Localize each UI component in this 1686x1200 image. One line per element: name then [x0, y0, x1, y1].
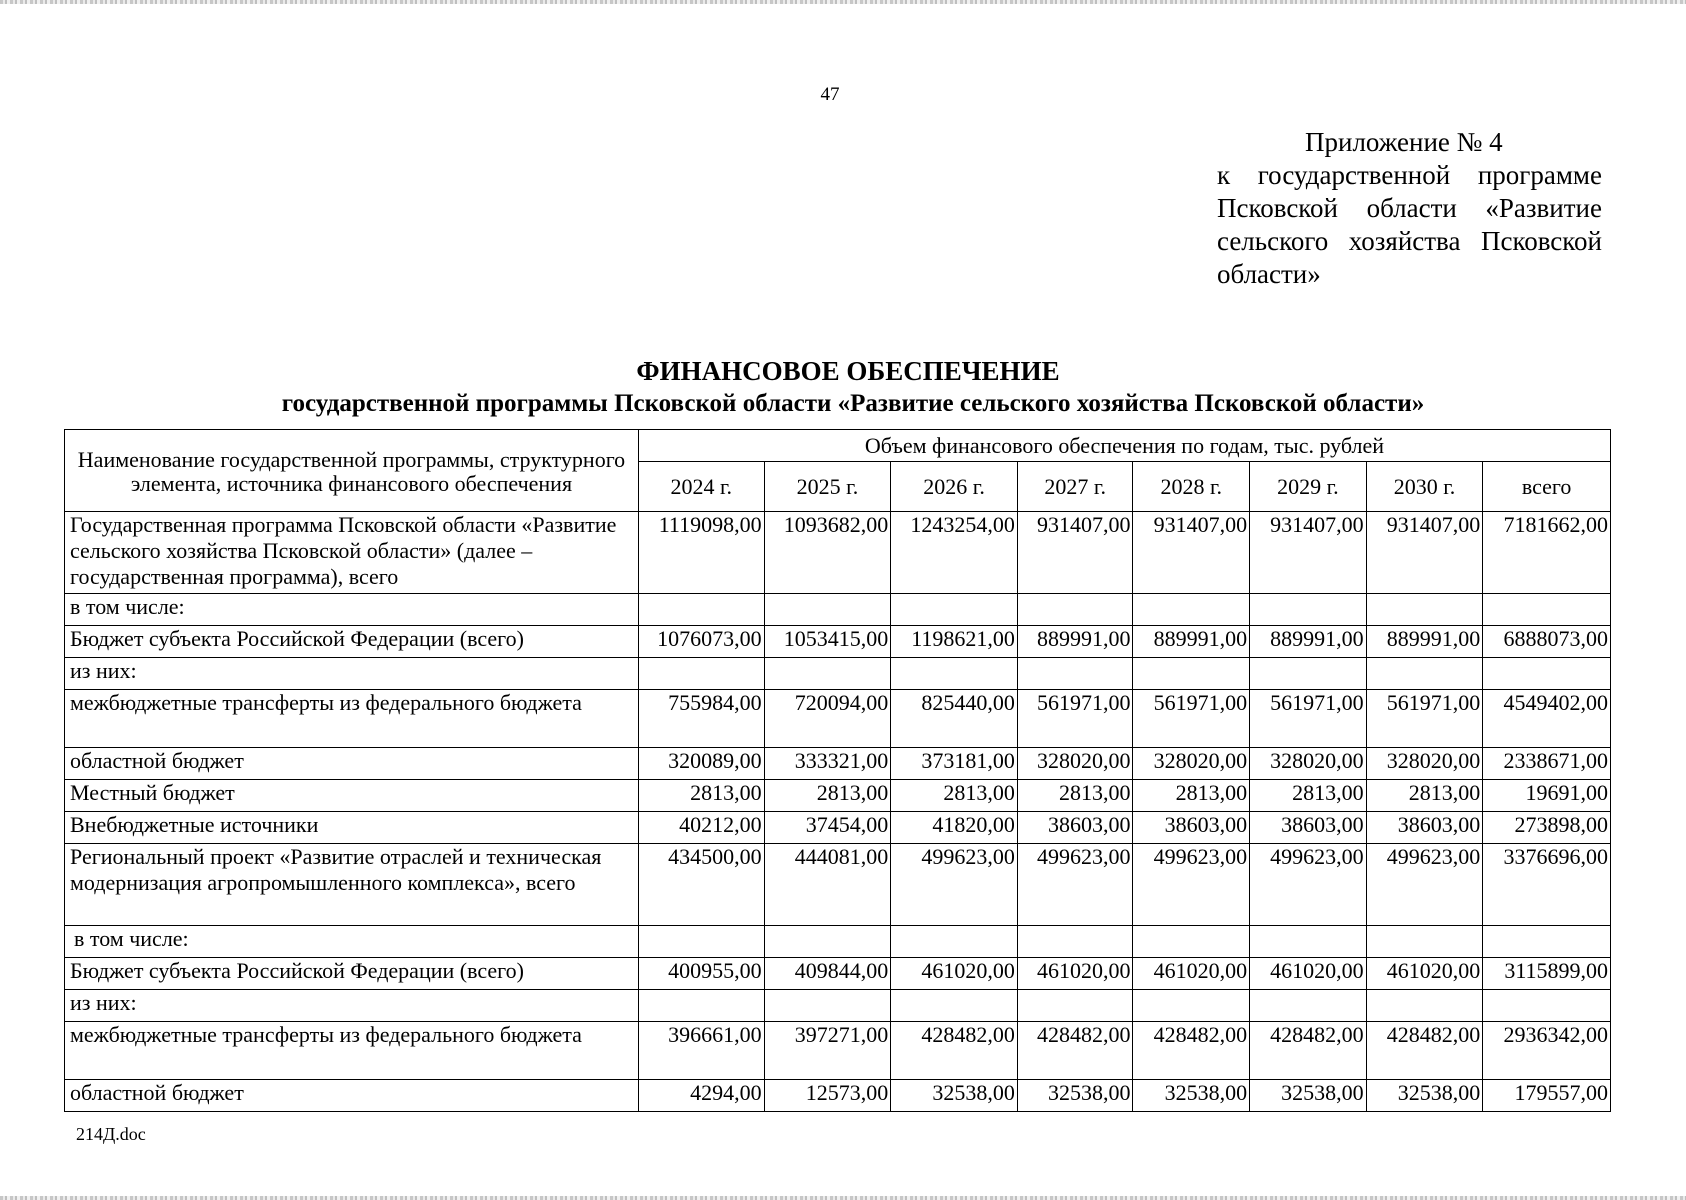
cell-value: 4294,00: [638, 1080, 764, 1112]
cell-value: 38603,00: [1017, 812, 1133, 844]
cell-value: 2813,00: [638, 780, 764, 812]
table-row: [65, 594, 1611, 626]
cell-value: [891, 658, 1018, 690]
cell-value: 561971,00: [1366, 690, 1483, 748]
cell-value: 38603,00: [1366, 812, 1483, 844]
row-label: Бюджет субъекта Российской Федерации (всего): [65, 626, 639, 658]
cell-value: 428482,00: [1133, 1022, 1250, 1080]
table-row: [65, 512, 1611, 594]
table-row: [65, 958, 1611, 990]
row-label: Внебюджетные источники: [65, 812, 639, 844]
row-label: межбюджетные трансферты из федерального бюджета: [65, 690, 639, 748]
column-header-name: Наименование государственной программы, структурного элемента, источника финансового обеспечения: [65, 430, 639, 512]
cell-value: 1198621,00: [891, 626, 1018, 658]
row-label: Местный бюджет: [65, 780, 639, 812]
cell-value: 499623,00: [1366, 844, 1483, 926]
cell-value: 2813,00: [891, 780, 1018, 812]
cell-value: 400955,00: [638, 958, 764, 990]
cell-value: 889991,00: [1017, 626, 1133, 658]
cell-value: 328020,00: [1366, 748, 1483, 780]
cell-value: [1366, 594, 1483, 626]
cell-value: 38603,00: [1250, 812, 1367, 844]
cell-value: [638, 926, 764, 958]
cell-value: 32538,00: [1017, 1080, 1133, 1112]
footer-filename: 214Д.doc: [76, 1124, 146, 1144]
column-header-year: 2029 г.: [1250, 462, 1367, 512]
cell-value: 328020,00: [1250, 748, 1367, 780]
cell-value: [638, 990, 764, 1022]
cell-value: [764, 926, 891, 958]
cell-value: [1250, 658, 1367, 690]
cell-value: 32538,00: [1366, 1080, 1483, 1112]
row-label: Региональный проект «Развитие отраслей и техническая модернизация агропромышленного комплекса», всего: [65, 844, 639, 926]
cell-total: 273898,00: [1483, 812, 1611, 844]
financing-table: [64, 429, 1611, 1112]
column-header-year: 2028 г.: [1133, 462, 1250, 512]
document-subtitle: государственной программы Псковской области «Развитие сельского хозяйства Псковской области»: [281, 390, 1425, 417]
cell-value: [1250, 926, 1367, 958]
table-row: [65, 990, 1611, 1022]
cell-value: 461020,00: [1133, 958, 1250, 990]
cell-total: [1483, 658, 1611, 690]
cell-value: 1119098,00: [638, 512, 764, 594]
row-label: из них:: [65, 990, 639, 1022]
cell-value: [764, 990, 891, 1022]
cell-value: 12573,00: [764, 1080, 891, 1112]
cell-total: 4549402,00: [1483, 690, 1611, 748]
cell-value: 1076073,00: [638, 626, 764, 658]
table-row: [65, 1080, 1611, 1112]
cell-value: [1366, 990, 1483, 1022]
cell-value: 444081,00: [764, 844, 891, 926]
cell-value: [764, 594, 891, 626]
row-label: из них:: [65, 658, 639, 690]
column-header-year: 2026 г.: [891, 462, 1018, 512]
cell-value: [1366, 926, 1483, 958]
row-label: в том числе:: [65, 594, 639, 626]
cell-total: 7181662,00: [1483, 512, 1611, 594]
cell-value: 409844,00: [764, 958, 891, 990]
cell-value: 825440,00: [891, 690, 1018, 748]
cell-value: 1093682,00: [764, 512, 891, 594]
cell-total: [1483, 990, 1611, 1022]
document-title: ФИНАНСОВОЕ ОБЕСПЕЧЕНИЕ: [636, 356, 1060, 386]
table-row: [65, 812, 1611, 844]
cell-value: 373181,00: [891, 748, 1018, 780]
cell-value: 931407,00: [1250, 512, 1367, 594]
cell-value: 461020,00: [891, 958, 1018, 990]
cell-value: 2813,00: [1133, 780, 1250, 812]
cell-value: [1366, 658, 1483, 690]
cell-value: 561971,00: [1250, 690, 1367, 748]
cell-value: 397271,00: [764, 1022, 891, 1080]
table-row: [65, 658, 1611, 690]
cell-value: 32538,00: [891, 1080, 1018, 1112]
cell-value: 428482,00: [1017, 1022, 1133, 1080]
table-row: [65, 690, 1611, 748]
row-label: областной бюджет: [65, 1080, 639, 1112]
cell-value: 889991,00: [1133, 626, 1250, 658]
cell-value: 889991,00: [1366, 626, 1483, 658]
cell-value: 2813,00: [1017, 780, 1133, 812]
cell-value: 428482,00: [1250, 1022, 1367, 1080]
column-header-year: 2030 г.: [1366, 462, 1483, 512]
cell-value: 499623,00: [1250, 844, 1367, 926]
appendix-line: области»: [1217, 259, 1321, 289]
cell-value: 38603,00: [1133, 812, 1250, 844]
cell-total: [1483, 594, 1611, 626]
cell-value: [1017, 990, 1133, 1022]
cell-total: 3115899,00: [1483, 958, 1611, 990]
table-row: [65, 1022, 1611, 1080]
column-header-year: 2025 г.: [764, 462, 891, 512]
cell-value: 499623,00: [891, 844, 1018, 926]
cell-value: 2813,00: [1366, 780, 1483, 812]
cell-value: [891, 990, 1018, 1022]
scan-edge-top: [0, 0, 1686, 4]
appendix-block: [1217, 126, 1602, 291]
cell-total: 179557,00: [1483, 1080, 1611, 1112]
table-body: [65, 512, 1611, 1112]
cell-value: 461020,00: [1017, 958, 1133, 990]
cell-value: [1133, 658, 1250, 690]
cell-value: 434500,00: [638, 844, 764, 926]
cell-value: [1017, 594, 1133, 626]
cell-value: [1017, 926, 1133, 958]
cell-value: [638, 658, 764, 690]
table-row: [65, 626, 1611, 658]
column-header-year: 2024 г.: [638, 462, 764, 512]
cell-value: 32538,00: [1133, 1080, 1250, 1112]
page-number: 47: [820, 84, 840, 105]
cell-total: 6888073,00: [1483, 626, 1611, 658]
cell-value: [891, 926, 1018, 958]
cell-value: [1017, 658, 1133, 690]
appendix-line: к государственной программе: [1217, 160, 1602, 190]
cell-value: [891, 594, 1018, 626]
appendix-line: сельского хозяйства Псковской: [1217, 226, 1602, 256]
header-row-group: [65, 430, 1611, 462]
cell-value: 2813,00: [1250, 780, 1367, 812]
cell-value: 328020,00: [1017, 748, 1133, 780]
column-header-year: 2027 г.: [1017, 462, 1133, 512]
cell-value: 2813,00: [764, 780, 891, 812]
row-label: межбюджетные трансферты из федерального бюджета: [65, 1022, 639, 1080]
cell-value: 41820,00: [891, 812, 1018, 844]
cell-value: [1250, 990, 1367, 1022]
cell-value: 561971,00: [1017, 690, 1133, 748]
row-label: в том числе:: [65, 926, 639, 958]
cell-value: [1133, 594, 1250, 626]
cell-value: 37454,00: [764, 812, 891, 844]
cell-value: [1250, 594, 1367, 626]
cell-total: 3376696,00: [1483, 844, 1611, 926]
row-label: Бюджет субъекта Российской Федерации (всего): [65, 958, 639, 990]
cell-value: 1243254,00: [891, 512, 1018, 594]
cell-value: 320089,00: [638, 748, 764, 780]
appendix-title: Приложение № 4: [1305, 127, 1503, 157]
cell-value: [1133, 926, 1250, 958]
cell-value: 328020,00: [1133, 748, 1250, 780]
row-label: областной бюджет: [65, 748, 639, 780]
cell-total: 2936342,00: [1483, 1022, 1611, 1080]
cell-value: 333321,00: [764, 748, 891, 780]
cell-value: 931407,00: [1133, 512, 1250, 594]
cell-value: [638, 594, 764, 626]
table-row: [65, 748, 1611, 780]
cell-total: 19691,00: [1483, 780, 1611, 812]
cell-total: [1483, 926, 1611, 958]
cell-value: 561971,00: [1133, 690, 1250, 748]
cell-value: 428482,00: [1366, 1022, 1483, 1080]
cell-value: 931407,00: [1017, 512, 1133, 594]
cell-value: 755984,00: [638, 690, 764, 748]
table-row: [65, 780, 1611, 812]
cell-total: 2338671,00: [1483, 748, 1611, 780]
cell-value: [764, 658, 891, 690]
cell-value: 428482,00: [891, 1022, 1018, 1080]
column-header-total: всего: [1483, 462, 1611, 512]
row-label: Государственная программа Псковской области «Развитие сельского хозяйства Псковской области» (далее – государственная программа), всего: [65, 512, 639, 594]
table-row: [65, 844, 1611, 926]
cell-value: 889991,00: [1250, 626, 1367, 658]
cell-value: 720094,00: [764, 690, 891, 748]
cell-value: 396661,00: [638, 1022, 764, 1080]
cell-value: 931407,00: [1366, 512, 1483, 594]
appendix-line: Псковской области «Развитие: [1217, 193, 1602, 223]
cell-value: 499623,00: [1133, 844, 1250, 926]
cell-value: 499623,00: [1017, 844, 1133, 926]
cell-value: 461020,00: [1250, 958, 1367, 990]
cell-value: 461020,00: [1366, 958, 1483, 990]
cell-value: [1133, 990, 1250, 1022]
cell-value: 40212,00: [638, 812, 764, 844]
cell-value: 32538,00: [1250, 1080, 1367, 1112]
scan-edge-bottom: [0, 1196, 1686, 1200]
cell-value: 1053415,00: [764, 626, 891, 658]
column-header-group: Объем финансового обеспечения по годам, тыс. рублей: [638, 430, 1610, 462]
table-row: [65, 926, 1611, 958]
